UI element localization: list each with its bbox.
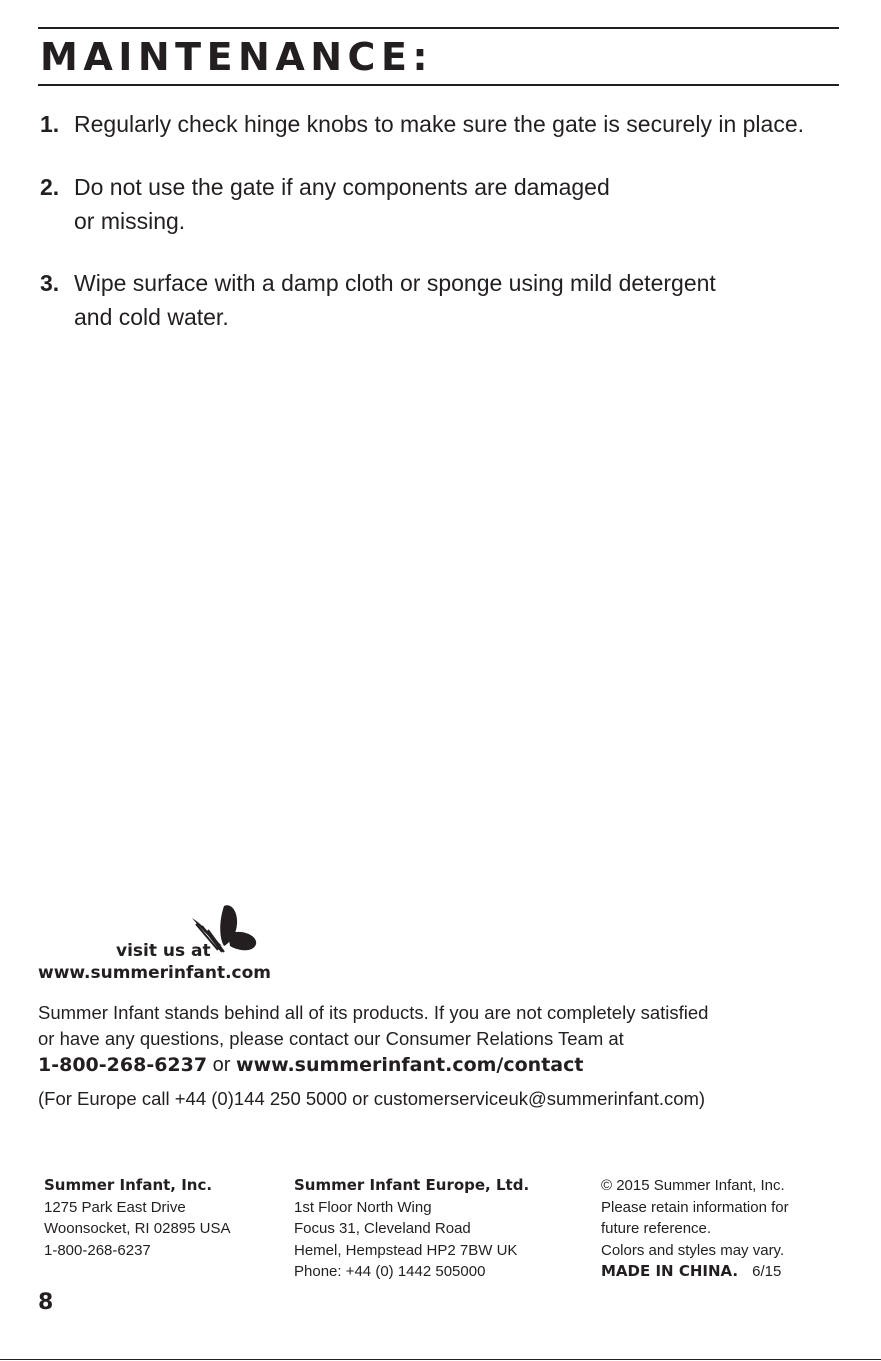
- europe-company-name: Summer Infant Europe, Ltd.: [294, 1176, 530, 1194]
- item-text-continued: and cold water.: [74, 304, 229, 330]
- item-text: Do not use the gate if any components are damaged: [74, 174, 610, 200]
- address-line: 1275 Park East Drive: [44, 1198, 186, 1216]
- address-line: Woonsocket, RI 02895 USA: [44, 1220, 231, 1237]
- or-text: or: [212, 1054, 231, 1076]
- website-link[interactable]: www.summerinfant.com: [38, 963, 272, 983]
- made-in-text: MADE IN CHINA.: [601, 1262, 739, 1280]
- top-rule: [38, 27, 839, 29]
- legal-line: Please retain information for: [601, 1198, 789, 1216]
- item-text: Regularly check hinge knobs to make sure the gate is securely in place.: [74, 111, 805, 137]
- date-code: 6/15: [752, 1263, 782, 1280]
- made-in-line: [601, 1261, 789, 1283]
- maintenance-item-3: [40, 266, 860, 334]
- bottom-rule: [0, 1359, 881, 1360]
- maintenance-item-1: [40, 107, 860, 141]
- support-text-line-1: Summer Infant stands behind all of its products. If you are not completely satisfied: [38, 1002, 709, 1023]
- legal-block: [601, 1175, 789, 1283]
- maintenance-item-2: [40, 170, 860, 238]
- visit-us-label: visit us at: [116, 941, 211, 961]
- section-heading: MAINTENANCE:: [40, 35, 434, 79]
- heading-rule: [38, 84, 839, 86]
- address-line: Focus 31, Cleveland Road: [294, 1220, 471, 1237]
- support-phone: 1-800-268-6237: [38, 1054, 208, 1076]
- item-number: 1.: [40, 111, 60, 137]
- item-number: 2.: [40, 174, 60, 200]
- europe-contact-text: (For Europe call +44 (0)144 250 5000 or customerserviceuk@summerinfant.com): [38, 1088, 706, 1109]
- legal-line: future reference.: [601, 1220, 712, 1237]
- item-text: Wipe surface with a damp cloth or sponge using mild detergent: [74, 270, 716, 296]
- butterfly-logo-icon: [190, 900, 262, 964]
- europe-address-block: [294, 1175, 529, 1283]
- contact-link[interactable]: www.summerinfant.com/contact: [236, 1054, 584, 1076]
- address-line: Hemel, Hempstead HP2 7BW UK: [294, 1241, 518, 1259]
- item-number: 3.: [40, 270, 60, 296]
- address-line: 1-800-268-6237: [44, 1241, 151, 1259]
- usa-company-name: Summer Infant, Inc.: [44, 1176, 213, 1194]
- usa-address-block: [44, 1175, 231, 1261]
- support-text-line-2: or have any questions, please contact our Consumer Relations Team at: [38, 1028, 624, 1049]
- contact-line: [38, 1052, 858, 1078]
- item-text-continued: or missing.: [74, 208, 186, 234]
- address-line: Phone: +44 (0) 1442 505000: [294, 1263, 486, 1280]
- copyright-text: © 2015 Summer Infant, Inc.: [601, 1177, 785, 1194]
- address-line: 1st Floor North Wing: [294, 1198, 432, 1216]
- legal-line: Colors and styles may vary.: [601, 1241, 785, 1259]
- page-number: 8: [38, 1290, 54, 1315]
